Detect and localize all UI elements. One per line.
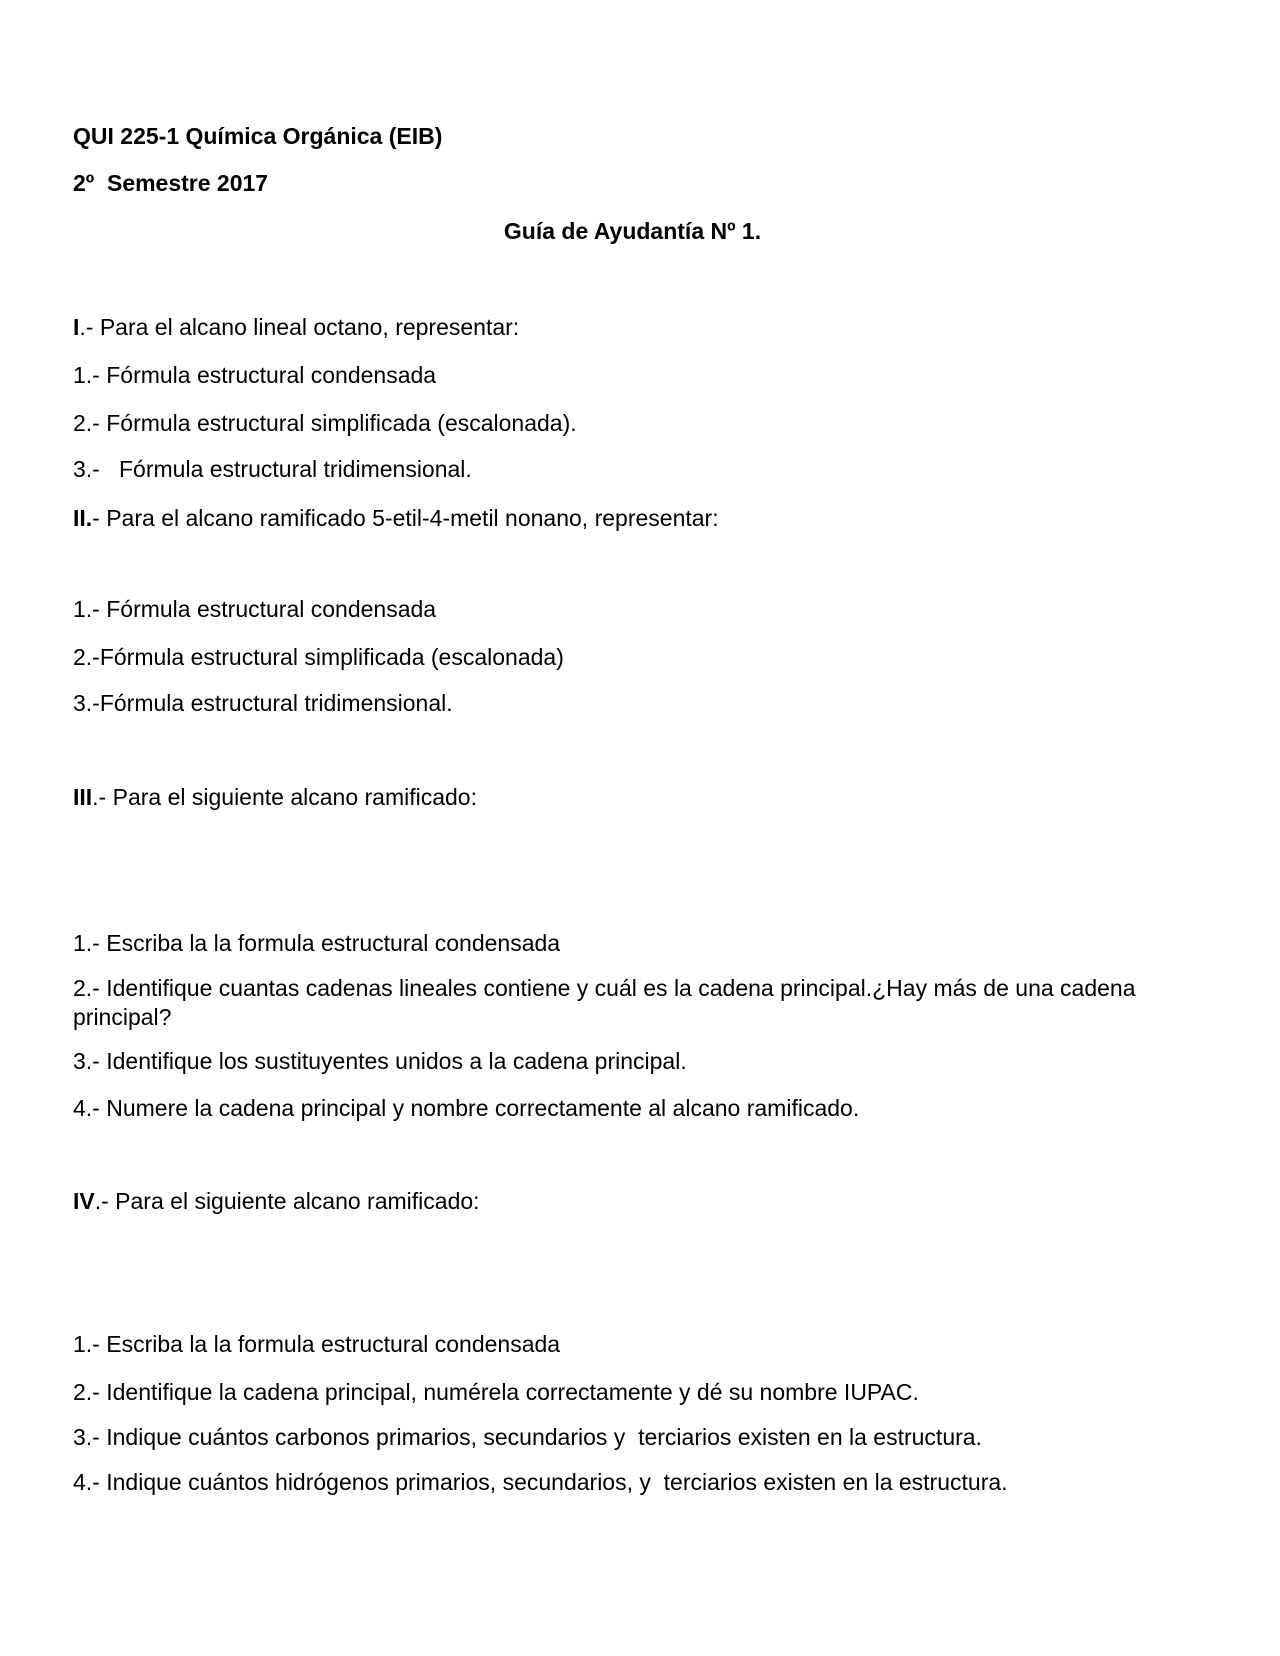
section-1-numeral: I — [73, 314, 80, 340]
section-2-intro-text: - Para el alcano ramificado 5-etil-4-metil nonano, representar: — [92, 505, 719, 531]
section-2-intro — [73, 504, 719, 533]
section-1-intro — [73, 313, 519, 342]
section-3-item-2: 2.- Identifique cuantas cadenas lineales contiene y cuál es la cadena principal.¿Hay más de una cadena principal? — [73, 975, 1136, 1030]
section-4-intro-text: .- Para el siguiente alcano ramificado: — [94, 1188, 480, 1214]
section-2-numeral: II. — [73, 505, 93, 531]
section-4-item-1: 1.- Escriba la la formula estructural condensada — [73, 1331, 561, 1357]
section-3-intro — [73, 783, 477, 812]
section-4-item-4: 4.- Indique cuántos hidrógenos primarios, secundarios, y terciarios existen en la estructura. — [73, 1469, 1008, 1495]
section-2-item-3: 3.-Fórmula estructural tridimensional. — [73, 690, 453, 716]
guide-title: Guía de Ayudantía Nº 1. — [503, 218, 762, 244]
semester-heading: 2º Semestre 2017 — [73, 170, 269, 196]
section-4-item-3: 3.- Indique cuántos carbonos primarios, secundarios y terciarios existen en la estructura. — [73, 1424, 982, 1450]
section-4-intro — [73, 1187, 480, 1216]
course-heading: QUI 225-1 Química Orgánica (EIB) — [73, 123, 443, 149]
section-1-item-3: 3.- Fórmula estructural tridimensional. — [73, 456, 472, 482]
section-1-item-2: 2.- Fórmula estructural simplificada (escalonada). — [73, 410, 577, 436]
section-3-item-3: 3.- Identifique los sustituyentes unidos a la cadena principal. — [73, 1048, 687, 1074]
section-4-item-2: 2.- Identifique la cadena principal, numérela correctamente y dé su nombre IUPAC. — [73, 1379, 919, 1405]
section-3-item-1: 1.- Escriba la la formula estructural condensada — [73, 930, 561, 956]
section-1-item-1: 1.- Fórmula estructural condensada — [73, 362, 437, 388]
section-4-numeral: IV — [73, 1188, 95, 1214]
section-2-item-2: 2.-Fórmula estructural simplificada (escalonada) — [73, 644, 564, 670]
section-3-intro-text: .- Para el siguiente alcano ramificado: — [92, 784, 477, 810]
section-3-numeral: III — [73, 784, 93, 810]
section-1-intro-text: .- Para el alcano lineal octano, representar: — [79, 314, 520, 340]
section-3-item-4: 4.- Numere la cadena principal y nombre correctamente al alcano ramificado. — [73, 1095, 860, 1121]
section-2-item-1: 1.- Fórmula estructural condensada — [73, 596, 437, 622]
